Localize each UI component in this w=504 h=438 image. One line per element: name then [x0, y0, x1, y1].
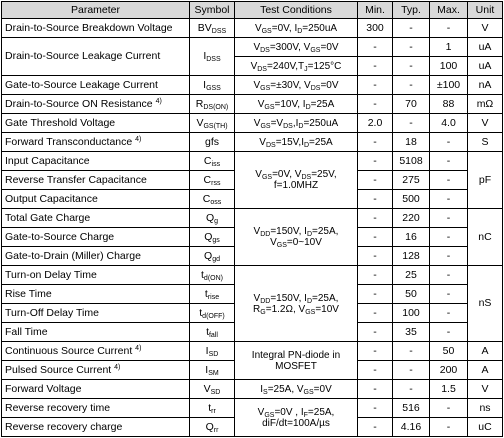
- param-cell: Gate-to-Drain (Miller) Charge: [2, 247, 190, 266]
- min-cell: -: [358, 399, 393, 418]
- param-cell: Fall Time: [2, 323, 190, 342]
- param-cell: Gate Threshold Voltage: [2, 114, 190, 133]
- typ-cell: 128: [393, 247, 430, 266]
- max-cell: -: [430, 399, 468, 418]
- header-symbol: Symbol: [190, 2, 235, 19]
- param-cell: Reverse recovery charge: [2, 418, 190, 437]
- max-cell: -: [430, 418, 468, 437]
- param-cell: Total Gate Charge: [2, 209, 190, 228]
- symbol-cell: $V_{SD}$: [190, 380, 235, 399]
- header-min: Min.: [358, 2, 393, 19]
- max-cell: 1.5: [430, 380, 468, 399]
- electrical-characteristics-table: [1, 1, 503, 437]
- table-row: [2, 38, 503, 57]
- symbol-cell: $Q_{rr}$: [190, 418, 235, 437]
- min-cell: -: [358, 266, 393, 285]
- typ-cell: -: [393, 38, 430, 57]
- max-cell: -: [430, 152, 468, 171]
- symbol-cell: $Q_{gd}$: [190, 247, 235, 266]
- max-cell: 100: [430, 57, 468, 76]
- param-cell: Drain-to-Source Breakdown Voltage: [2, 19, 190, 38]
- symbol-cell: $BV_{DSS}$: [190, 19, 235, 38]
- table-row: [2, 114, 503, 133]
- condition-cell: $V_{DD}=150V$, $I_D=25A$, $V_{GS}=0\sim 10V$: [235, 209, 358, 266]
- param-cell: Turn-Off Delay Time: [2, 304, 190, 323]
- unit-cell: S: [468, 133, 503, 152]
- min-cell: -: [358, 380, 393, 399]
- min-cell: -: [358, 152, 393, 171]
- min-cell: -: [358, 285, 393, 304]
- typ-cell: 70: [393, 95, 430, 114]
- max-cell: -: [430, 228, 468, 247]
- symbol-cell: $I_{SM}$: [190, 361, 235, 380]
- min-cell: -: [358, 361, 393, 380]
- max-cell: 1: [430, 38, 468, 57]
- symbol-cell: $I_{GSS}$: [190, 76, 235, 95]
- param-cell: Drain-to-Source Leakage Current: [2, 38, 190, 76]
- max-cell: 88: [430, 95, 468, 114]
- footnote-ref: 4): [135, 135, 142, 143]
- table-row: [2, 95, 503, 114]
- param-cell: Reverse recovery time: [2, 399, 190, 418]
- footnote-ref: 4): [114, 363, 121, 371]
- condition-cell: $V_{GS}=0V$, $V_{DS}=25V$, f=1.0MHZ: [235, 152, 358, 209]
- symbol-cell: $t_{rise}$: [190, 285, 235, 304]
- max-cell: -: [430, 133, 468, 152]
- min-cell: -: [358, 228, 393, 247]
- footnote-ref: 4): [155, 97, 162, 105]
- param-cell: Drain-to-Source ON Resistance $^{4)}$: [2, 95, 190, 114]
- condition-cell: $I_S=25A$, $V_{GS}=0V$: [235, 380, 358, 399]
- condition-cell: $V_{GS}=\pm 30V$, $V_{DS}=0V$: [235, 76, 358, 95]
- table-row: [2, 342, 503, 361]
- typ-cell: -: [393, 57, 430, 76]
- min-cell: -: [358, 190, 393, 209]
- max-cell: -: [430, 171, 468, 190]
- unit-cell: ns: [468, 399, 503, 418]
- typ-cell: 516: [393, 399, 430, 418]
- condition-cell: $V_{DS}=240V,T_J=125^\circ C$: [235, 57, 358, 76]
- typ-cell: 275: [393, 171, 430, 190]
- table-row: [2, 152, 503, 171]
- max-cell: -: [430, 190, 468, 209]
- unit-cell: mΩ: [468, 95, 503, 114]
- typ-cell: 500: [393, 190, 430, 209]
- max-cell: 50: [430, 342, 468, 361]
- max-cell: -: [430, 323, 468, 342]
- typ-cell: -: [393, 114, 430, 133]
- typ-cell: 100: [393, 304, 430, 323]
- param-cell: Continuous Source Current $^{4)}$: [2, 342, 190, 361]
- header-max: Max.: [430, 2, 468, 19]
- condition-cell: $V_{DD}=150V$, $I_D=25A$, $R_G=1.2\Omega$, $V_{GS}=10V$: [235, 266, 358, 342]
- unit-cell: V: [468, 114, 503, 133]
- header-typ: Typ.: [393, 2, 430, 19]
- unit-cell: uC: [468, 418, 503, 437]
- typ-cell: -: [393, 19, 430, 38]
- footnote-ref: 4): [135, 344, 142, 352]
- min-cell: -: [358, 38, 393, 57]
- table-row: [2, 133, 503, 152]
- symbol-cell: $V_{GS(TH)}$: [190, 114, 235, 133]
- max-cell: ±100: [430, 76, 468, 95]
- table-header-row: [2, 2, 503, 19]
- condition-cell: $V_{GS}=0V$, $I_D=250uA$: [235, 19, 358, 38]
- table-row: [2, 209, 503, 228]
- symbol-cell: $I_{DSS}$: [190, 38, 235, 76]
- symbol-cell: $C_{iss}$: [190, 152, 235, 171]
- param-cell: Rise Time: [2, 285, 190, 304]
- condition-cell: $V_{DS}=15V,I_D=25A$: [235, 133, 358, 152]
- param-cell: Pulsed Source Current $^{4)}$: [2, 361, 190, 380]
- unit-cell: V: [468, 380, 503, 399]
- min-cell: -: [358, 304, 393, 323]
- unit-cell: A: [468, 342, 503, 361]
- symbol-cell: $I_{SD}$: [190, 342, 235, 361]
- min-cell: -: [358, 418, 393, 437]
- min-cell: -: [358, 323, 393, 342]
- param-cell: Forward Transconductance $^{4)}$: [2, 133, 190, 152]
- typ-cell: 50: [393, 285, 430, 304]
- max-cell: -: [430, 285, 468, 304]
- param-cell: Output Capacitance: [2, 190, 190, 209]
- table-row: [2, 399, 503, 418]
- unit-cell: pF: [468, 152, 503, 209]
- param-cell: Gate-to-Source Charge: [2, 228, 190, 247]
- typ-cell: 5108: [393, 152, 430, 171]
- symbol-cell: $t_{d(ON)}$: [190, 266, 235, 285]
- max-cell: 4.0: [430, 114, 468, 133]
- max-cell: -: [430, 209, 468, 228]
- unit-cell: A: [468, 361, 503, 380]
- param-cell: Gate-to-Source Leakage Current: [2, 76, 190, 95]
- min-cell: 300: [358, 19, 393, 38]
- unit-cell: uA: [468, 38, 503, 57]
- unit-cell: nA: [468, 76, 503, 95]
- typ-cell: 25: [393, 266, 430, 285]
- min-cell: -: [358, 342, 393, 361]
- min-cell: 2.0: [358, 114, 393, 133]
- min-cell: -: [358, 171, 393, 190]
- min-cell: -: [358, 76, 393, 95]
- param-cell: Reverse Transfer Capacitance: [2, 171, 190, 190]
- min-cell: -: [358, 247, 393, 266]
- typ-cell: -: [393, 361, 430, 380]
- unit-cell: V: [468, 19, 503, 38]
- typ-cell: 16: [393, 228, 430, 247]
- max-cell: 200: [430, 361, 468, 380]
- condition-cell: $V_{DS}=300V$, $V_{GS}=0V$: [235, 38, 358, 57]
- symbol-cell: $t_{d(OFF)}$: [190, 304, 235, 323]
- min-cell: -: [358, 95, 393, 114]
- unit-cell: uA: [468, 57, 503, 76]
- min-cell: -: [358, 209, 393, 228]
- min-cell: -: [358, 57, 393, 76]
- typ-cell: -: [393, 76, 430, 95]
- table-row: [2, 380, 503, 399]
- table-row: [2, 76, 503, 95]
- param-cell: Turn-on Delay Time: [2, 266, 190, 285]
- symbol-cell: $Q_{gs}$: [190, 228, 235, 247]
- condition-cell: $V_{GS}=0V$ , $I_F=25A$, diF/dt=100A/µs: [235, 399, 358, 437]
- max-cell: -: [430, 304, 468, 323]
- typ-cell: 18: [393, 133, 430, 152]
- param-cell: Forward Voltage: [2, 380, 190, 399]
- symbol-cell: $t_{rr}$: [190, 399, 235, 418]
- param-cell: Input Capacitance: [2, 152, 190, 171]
- unit-cell: nS: [468, 266, 503, 342]
- symbol-cell: gfs: [190, 133, 235, 152]
- table-row: [2, 266, 503, 285]
- typ-cell: 35: [393, 323, 430, 342]
- symbol-cell: $C_{oss}$: [190, 190, 235, 209]
- unit-cell: nC: [468, 209, 503, 266]
- max-cell: -: [430, 247, 468, 266]
- min-cell: -: [358, 133, 393, 152]
- max-cell: -: [430, 266, 468, 285]
- typ-cell: -: [393, 380, 430, 399]
- typ-cell: 220: [393, 209, 430, 228]
- symbol-cell: $C_{rss}$: [190, 171, 235, 190]
- header-test-conditions: Test Conditions: [235, 2, 358, 19]
- typ-cell: -: [393, 342, 430, 361]
- header-parameter: Parameter: [2, 2, 190, 19]
- header-unit: Unit: [468, 2, 503, 19]
- typ-cell: 4.16: [393, 418, 430, 437]
- symbol-cell: $Q_g$: [190, 209, 235, 228]
- condition-cell: Integral PN-diode in MOSFET: [235, 342, 358, 380]
- symbol-cell: $t_{fall}$: [190, 323, 235, 342]
- condition-cell: $V_{GS}=10V$, $I_D=25A$: [235, 95, 358, 114]
- max-cell: -: [430, 19, 468, 38]
- condition-cell: $V_{GS}=V_{DS},I_D=250uA$: [235, 114, 358, 133]
- table-row: [2, 19, 503, 38]
- symbol-cell: $R_{DS(ON)}$: [190, 95, 235, 114]
